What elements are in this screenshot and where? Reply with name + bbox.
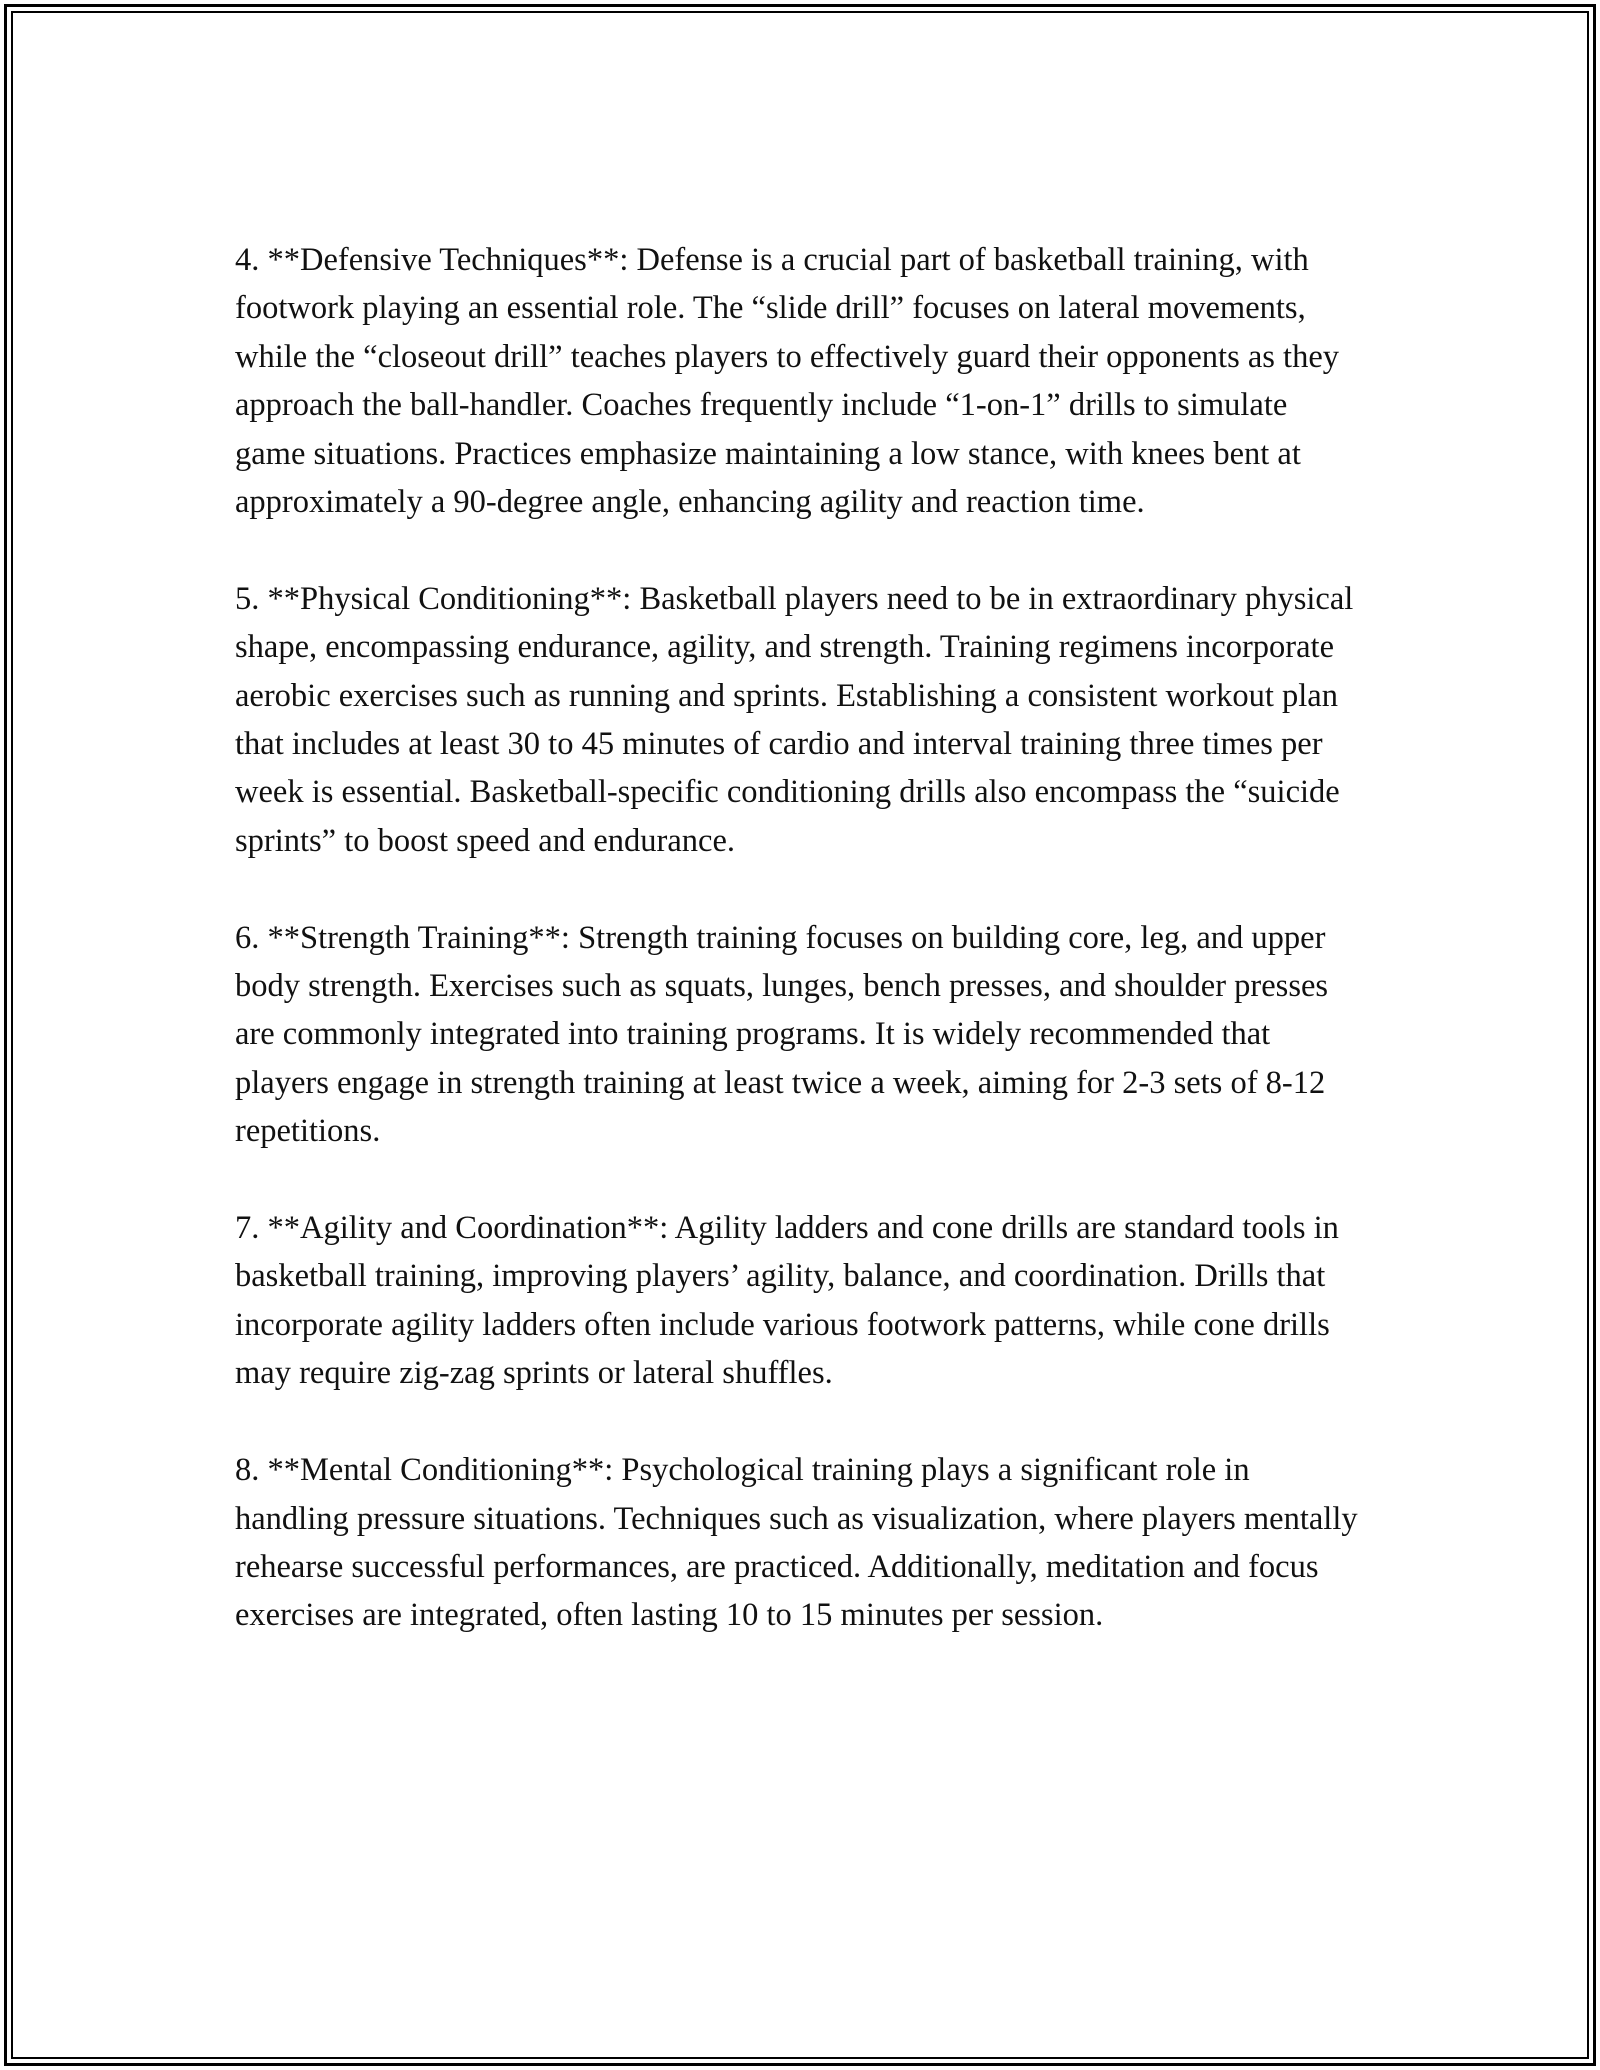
paragraph-agility-coordination: 7. **Agility and Coordination**: Agility ladders and cone drills are standard tools in basketball training, improving players’ agility, balance, and coordination. Drills that incorporate agility ladders often include various footwork patterns, while cone drills may require zig-zag sprints or lateral shuffles. (235, 1210, 1339, 1392)
paragraph-defensive-techniques: 4. **Defensive Techniques**: Defense is a crucial part of basketball training, with footwork playing an essential role. The “slide drill” focuses on lateral movements, while the “closeout drill” teaches players to effectively guard their opponents as they approach the ball-handler. Coaches frequently include “1-on-1” drills to simulate game situations. Practices emphasize maintaining a low stance, with knees bent at approximately a 90-degree angle, enhancing agility and reaction time. (235, 242, 1340, 521)
document-body (235, 236, 1365, 1640)
paragraph-physical-conditioning: 5. **Physical Conditioning**: Basketball players need to be in extraordinary physical shape, encompassing endurance, agility, and strength. Training regimens incorporate aerobic exercises such as running and sprints. Establishing a consistent workout plan that includes at least 30 to 45 minutes of cardio and interval training three times per week is essential. Basketball-specific conditioning drills also encompass the “suicide sprints” to boost speed and endurance. (235, 580, 1354, 859)
paragraph-strength-training: 6. **Strength Training**: Strength training focuses on building core, leg, and upper body strength. Exercises such as squats, lunges, bench presses, and shoulder presses are commonly integrated into training programs. It is widely recommended that players engage in strength training at least twice a week, aiming for 2-3 sets of 8-12 repetitions. (235, 919, 1329, 1150)
paragraph-mental-conditioning: 8. **Mental Conditioning**: Psychological training plays a significant role in handling pressure situations. Techniques such as visualization, where players mentally rehearse successful performances, are practiced. Additionally, meditation and focus exercises are integrated, often lasting 10 to 15 minutes per session. (235, 1452, 1358, 1634)
